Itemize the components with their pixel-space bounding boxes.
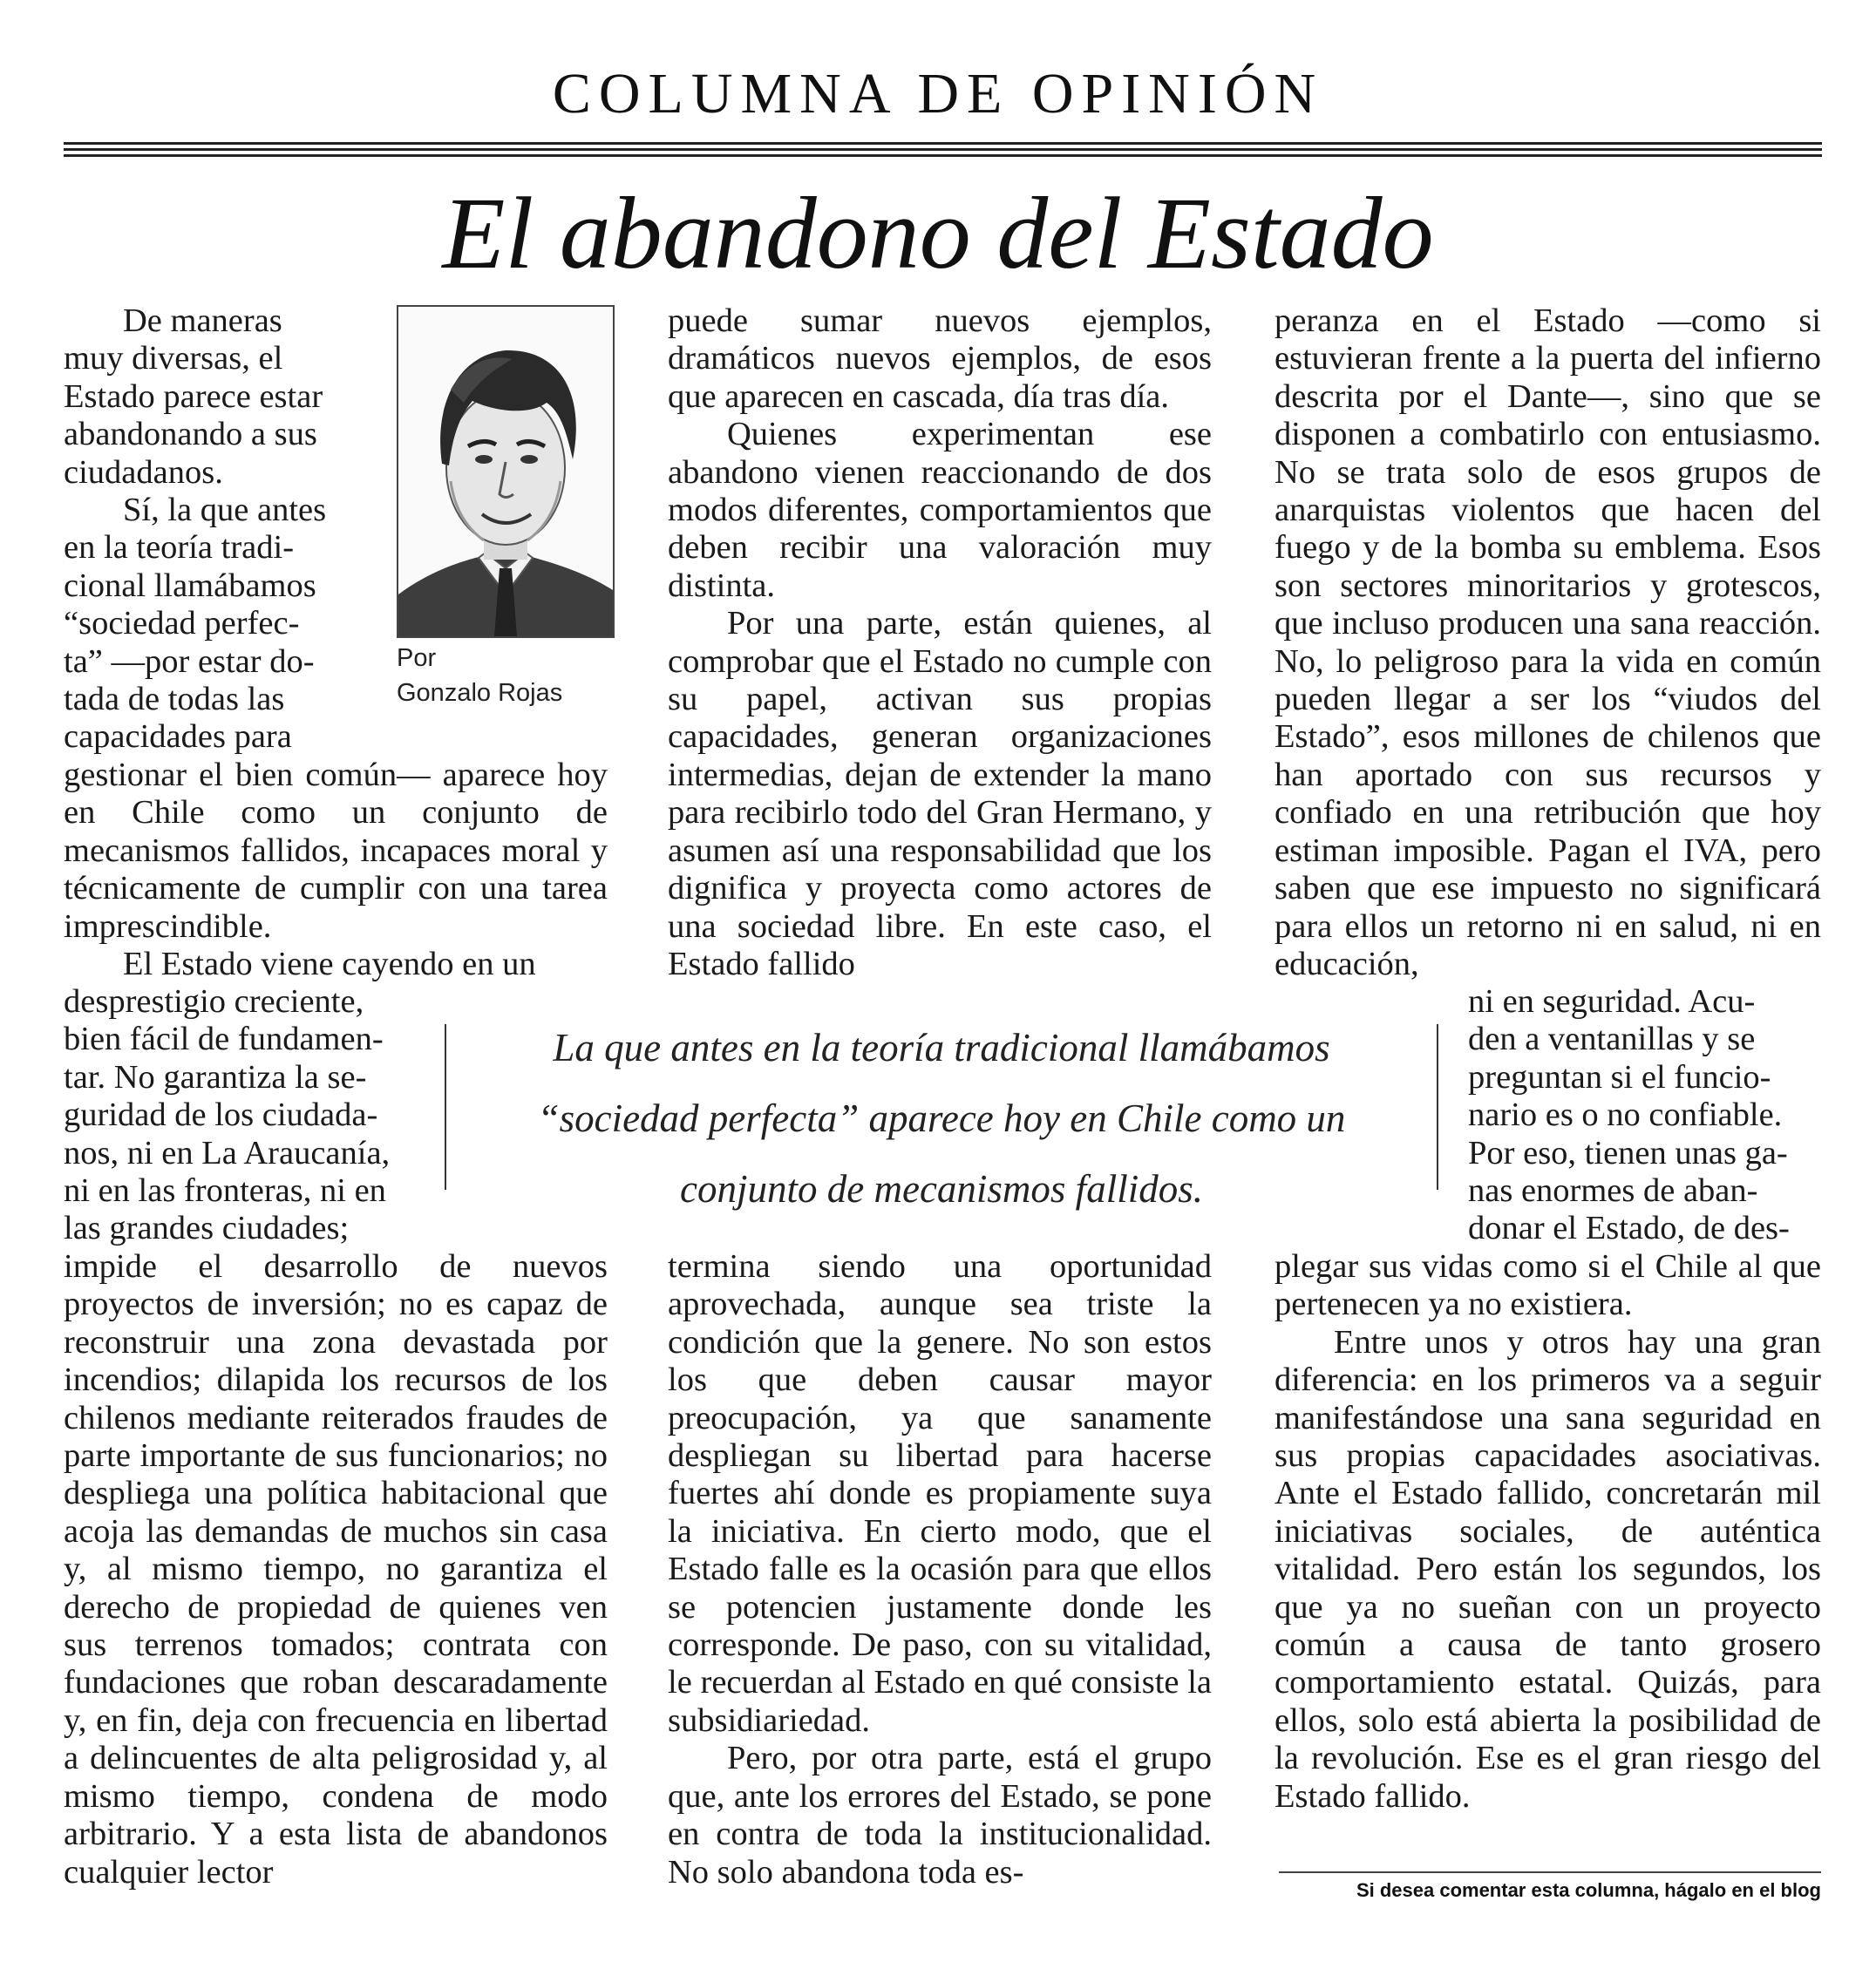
byline-prefix: Por <box>397 644 437 672</box>
paragraph-start: El Estado viene cayendo en un <box>123 946 536 983</box>
paragraph: plegar sus vidas como si el Chile al que pertenecen ya no existiera. <box>1274 1248 1821 1323</box>
pullquote-line: “sociedad perfecta” aparece hoy en Chile como un <box>537 1097 1346 1140</box>
paragraph: desprestigio creciente, bien fácil de fundamen- tar. No garantiza la se- guridad de los ciudada- nos, ni en La Araucanía, ni en las fronteras, ni en las grandes ciudades; <box>64 983 391 1247</box>
col2-bottom-block <box>668 1248 1212 1891</box>
paragraph: Entre unos y otros hay una gran diferencia: en los primeros va a seguir manifestándose una sana seguridad en sus propias capacidades asociativas. Ante el Estado fallido, concretarán mil iniciativas sociales, de auténtica vitalidad. Pero están los segundos, los que ya no sueñan con un proyecto común a causa de tanto grosero comportamiento estatal. Quizás, para ellos, solo está abierta la posibilidad de la revolución. Ese es el gran riesgo del Estado fallido. <box>1274 1323 1821 1815</box>
col1-narrow-block-1 <box>64 302 354 757</box>
col1-wide-block-1 <box>64 757 608 983</box>
pullquote-rule-left <box>445 1024 446 1190</box>
pullquote-rule-right <box>1437 1024 1438 1190</box>
col1-narrow-block-2 <box>64 983 412 1248</box>
pullquote-line: La que antes en la teoría tradicional llamábamos <box>553 1026 1330 1069</box>
col1-wide-block-2 <box>64 1248 608 1891</box>
paragraph: Pero, por otra parte, está el grupo que, ante los errores del Estado, se pone en contra de toda la institucionalidad. No solo abandona toda es- <box>668 1740 1212 1891</box>
col3-narrow-block <box>1468 983 1821 1248</box>
headline: El abandono del Estado <box>442 176 1434 290</box>
author-photo <box>397 305 615 638</box>
col3-top-block <box>1274 302 1821 983</box>
blog-comment-note: Si desea comentar esta columna, hágalo en el blog <box>1356 1879 1821 1901</box>
footnote-rule <box>1279 1871 1821 1873</box>
pullquote-line: conjunto de mecanismos fallidos. <box>680 1167 1203 1211</box>
masthead-rule-top <box>64 142 1822 145</box>
paragraph: peranza en el Estado —como si estuvieran frente a la puerta del infierno descrita por el Dante—, sino que se disponen a combatirlo con entusiasmo. No se trata solo de esos grupos de anarquistas violentos que hacen del fuego y de la bomba su emblema. Esos son sectores minoritarios y grotescos, que incluso producen una sana reacción. No, lo peligroso para la vida en común pueden llegar a ser los “viudos del Estado”, esos millones de chilenos que han aportado con sus recursos y confiado en una retribución que hoy estiman imposible. Pagan el IVA, pero saben que ese impuesto no significará para ellos un retorno ni en salud, ni en educación, <box>1274 302 1821 982</box>
section-title: COLUMNA DE OPINIÓN <box>552 62 1324 126</box>
paragraph: termina siendo una oportunidad aprovechada, aunque sea triste la condición que la genere. No son estos los que deben causar mayor preocupación, ya que sanamente despliegan su libertad para hacerse fuertes ahí donde es propiamente suya la iniciativa. En cierto modo, que el Estado falle es la ocasión para que ellos se potencien justamente donde les corresponde. De paso, con su vitalidad, le recuerdan al Estado en qué consiste la subsidiariedad. <box>668 1248 1212 1739</box>
paragraph: gestionar el bien común— aparece hoy en Chile como un conjunto de mecanismos fallidos, incapaces moral y técnicamente de cumplir con una tarea imprescindible. <box>64 757 608 945</box>
paragraph: Quienes experimentan ese abandono vienen reaccionando de dos modos diferentes, comportamientos que deben recibir una valoración muy distinta. <box>668 416 1212 604</box>
byline-author: Gonzalo Rojas <box>397 679 563 707</box>
paragraph: impide el desarrollo de nuevos proyectos de inversión; no es capaz de reconstruir una zona devastada por incendios; dilapida los recursos de los chilenos mediante reiterados fraudes de parte importante de sus funcionarios; no despliega una política habitacional que acoja las demandas de muchos sin casa y, al mismo tiempo, no garantiza el derecho de propiedad de quienes ven sus terrenos tomados; contrata con fundaciones que roban descaradamente y, en fin, deja con frecuencia en libertad a delincuentes de alta peligrosidad y, al mismo tiempo, condena de modo arbitrario. Y a esta lista de abandonos cualquier lector <box>64 1248 608 1891</box>
paragraph: De maneras muy diversas, el Estado parece estar abandonando a sus ciudadanos. <box>64 302 323 491</box>
paragraph: Por una parte, están quienes, al comprobar que el Estado no cumple con su papel, activan sus propias capacidades, generan organizaciones intermedias, dejan de extender la mano para recibirlo todo del Gran Hermano, y asumen así una responsabilidad que los dignifica y proyecta como actores de una sociedad libre. En este caso, el Estado fallido <box>668 605 1212 982</box>
masthead-rule-bottom <box>64 154 1822 157</box>
paragraph: puede sumar nuevos ejemplos, dramáticos nuevos ejemplos, de esos que aparecen en cascada, día tras día. <box>668 302 1212 415</box>
author-portrait-sketch <box>398 307 613 636</box>
byline <box>397 641 615 710</box>
pullquote <box>471 1013 1412 1225</box>
col3-bottom-block <box>1274 1248 1821 1816</box>
col2-top-block <box>668 302 1212 983</box>
paragraph: Sí, la que antes en la teoría tradi- cional llamábamos “sociedad perfec- ta” —por estar do- tada de todas las capacidades para <box>64 492 327 756</box>
masthead-rule-middle <box>64 148 1822 151</box>
paragraph: ni en seguridad. Acu- den a ventanillas y se preguntan si el funcio- nario es o no confiable. Por eso, tienen unas ga- nas enormes de aban- donar el Estado, de des- <box>1468 983 1790 1247</box>
